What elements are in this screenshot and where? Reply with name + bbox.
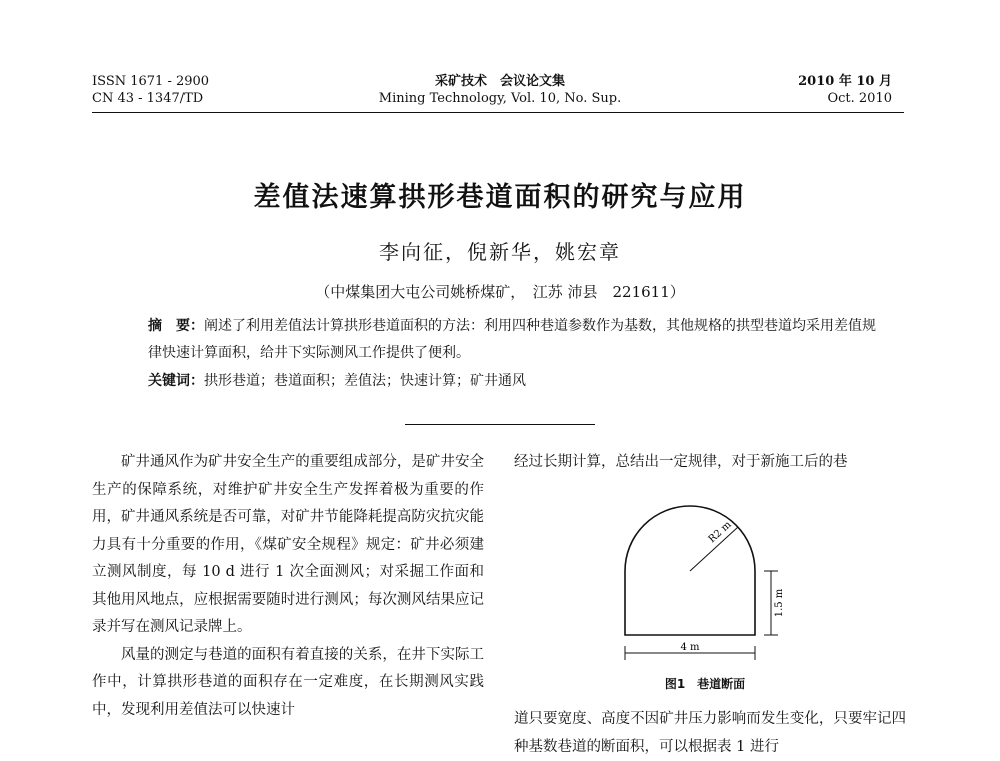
right-column-top: 经过长期计算，总结出一定规律，对于新施工后的巷 [514, 454, 848, 470]
header-journal-en: Mining Technology, Vol. 10, No. Sup. [378, 91, 622, 106]
header-date-block [798, 73, 892, 107]
left-column [92, 449, 484, 724]
header-journal-cn: 采矿技术 会议论文集 [434, 74, 565, 89]
abstract [148, 313, 888, 367]
paper-title: 差值法速算拱形巷道面积的研究与应用 [253, 182, 747, 213]
body-paragraph-1: 矿井通风作为矿井安全生产的重要组成部分，是矿井安全生产的保障系统，对维护矿井安全生产发挥着极为重要的作用，矿井通风系统是否可靠，对矿井节能降耗提高防灾抗灾能力具有十分重要的作用，《煤矿安全规程》规定：矿井必须建立测风制度，每 10 d 进行 1 次全面测风；对采掘工作面和其他用风地点，应根据需要随时进行测风；每次测风结果应记录并写在测风记录牌上。 [92, 454, 484, 635]
keywords-label: 关键词： [148, 373, 204, 389]
figure-caption: 图1 巷道断面 [664, 677, 746, 691]
header-date-cn: 2010 年 10 月 [798, 74, 892, 89]
header-issn: ISSN 1671 - 2900 [92, 74, 210, 89]
paper-authors: 李向征，倪新华，姚宏章 [379, 240, 621, 264]
abstract-label: 摘 要： [148, 318, 204, 334]
header-rule [92, 112, 904, 113]
keywords-text: 拱形巷道；巷道面积；差值法；快速计算；矿井通风 [204, 373, 526, 389]
roadway-section-figure [600, 485, 800, 665]
section-divider [405, 424, 595, 425]
right-column-bottom: 道只要宽度、高度不因矿井压力影响而发生变化，只要牢记四种基数巷道的断面积，可以根据表 1 进行 [514, 711, 906, 755]
body-paragraph-2: 风量的测定与巷道的面积有着直接的关系，在井下实际工作中，计算拱形巷道的面积存在一定难度，在长期测风实践中，发现利用差值法可以快速计 [92, 646, 484, 718]
height-label: 1.5 m [774, 588, 785, 618]
radius-label: R2 m [706, 519, 734, 546]
header-cn: CN 43 - 1347/TD [92, 91, 204, 106]
paper-affiliation: （中煤集团大屯公司姚桥煤矿， 江苏 沛县 221611） [315, 283, 685, 301]
header-date-en: Oct. 2010 [827, 91, 892, 106]
abstract-text: 阐述了利用差值法计算拱形巷道面积的方法：利用四种巷道参数作为基数，其他规格的拱型巷道均采用差值规律快速计算面积，给井下实际测风工作提供了便利。 [148, 318, 876, 361]
keywords [148, 368, 888, 395]
width-label: 4 m [680, 642, 700, 653]
